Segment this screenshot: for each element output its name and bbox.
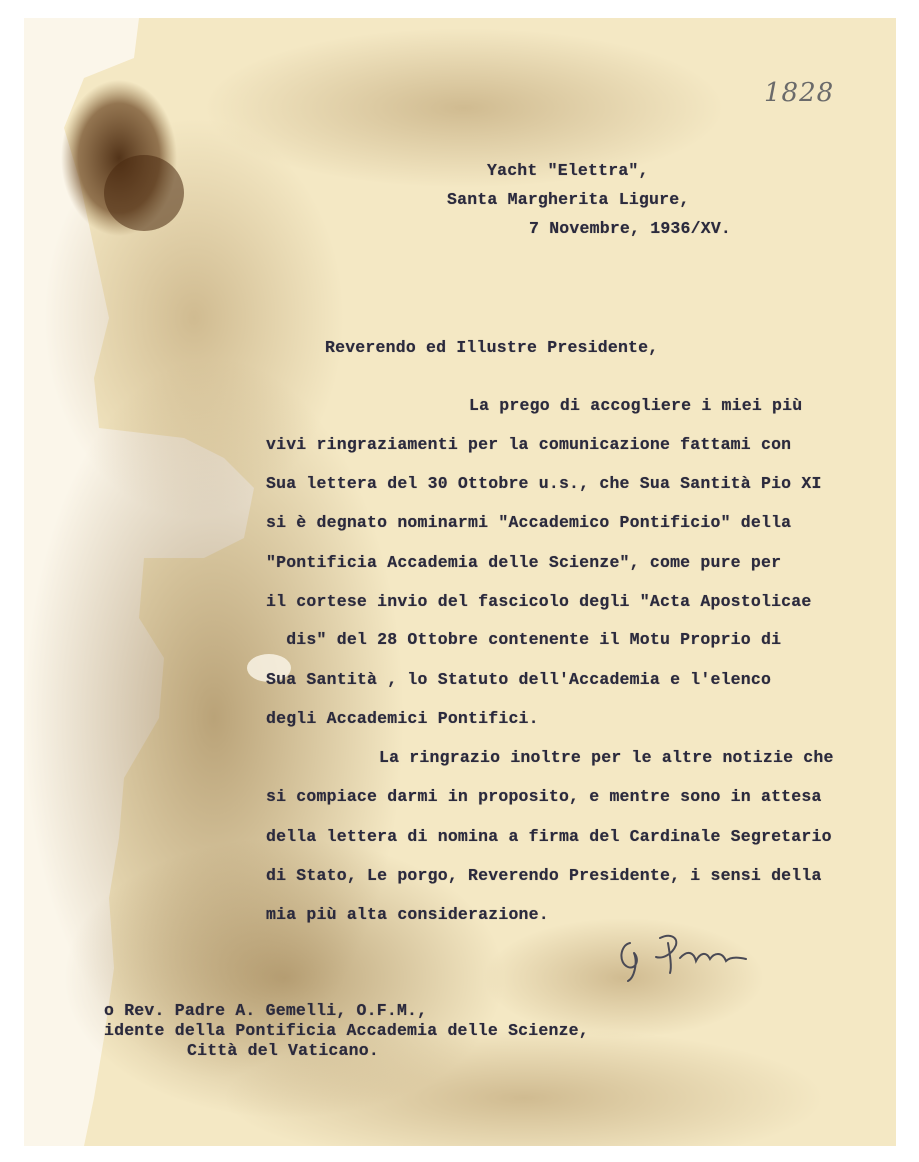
salutation: Reverendo ed Illustre Presidente, bbox=[325, 338, 659, 357]
body-line: degli Accademici Pontifici. bbox=[266, 709, 539, 728]
archive-number: 1828 bbox=[764, 78, 835, 108]
header-place-line: Santa Margherita Ligure, bbox=[447, 190, 690, 209]
body-line: della lettera di nomina a firma del Cardinale Segretario bbox=[266, 827, 832, 846]
letter-paper bbox=[24, 18, 896, 1146]
body-line: Sua Santità , lo Statuto dell'Accademia e l'elenco bbox=[266, 670, 772, 689]
addressee-name: o Rev. Padre A. Gemelli, O.F.M., bbox=[104, 1001, 428, 1020]
handwritten-signature bbox=[610, 923, 770, 983]
addressee-title: idente della Pontificia Accademia delle Scienze, bbox=[104, 1021, 589, 1040]
header-date-line: 7 Novembre, 1936/XV. bbox=[529, 219, 732, 238]
body-line: Sua lettera del 30 Ottobre u.s., che Sua Santità Pio XI bbox=[266, 474, 822, 493]
body-line: vivi ringraziamenti per la comunicazione fattami con bbox=[266, 435, 792, 454]
addressee-city: Città del Vaticano. bbox=[187, 1041, 379, 1060]
body-line: si è degnato nominarmi "Accademico Pontificio" della bbox=[266, 513, 792, 532]
body-line: La ringrazio inoltre per le altre notizie che bbox=[379, 748, 834, 767]
body-line: mia più alta considerazione. bbox=[266, 905, 549, 924]
body-line: di Stato, Le porgo, Reverendo Presidente, i sensi della bbox=[266, 866, 822, 885]
body-line: dis" del 28 Ottobre contenente il Motu Proprio di bbox=[266, 630, 782, 649]
body-line: si compiace darmi in proposito, e mentre sono in attesa bbox=[266, 787, 822, 806]
header-yacht-line: Yacht "Elettra", bbox=[487, 161, 649, 180]
body-line: "Pontificia Accademia delle Scienze", come pure per bbox=[266, 553, 782, 572]
body-line: il cortese invio del fascicolo degli "Acta Apostolicae bbox=[266, 592, 812, 611]
body-line: La prego di accogliere i miei più bbox=[469, 396, 803, 415]
